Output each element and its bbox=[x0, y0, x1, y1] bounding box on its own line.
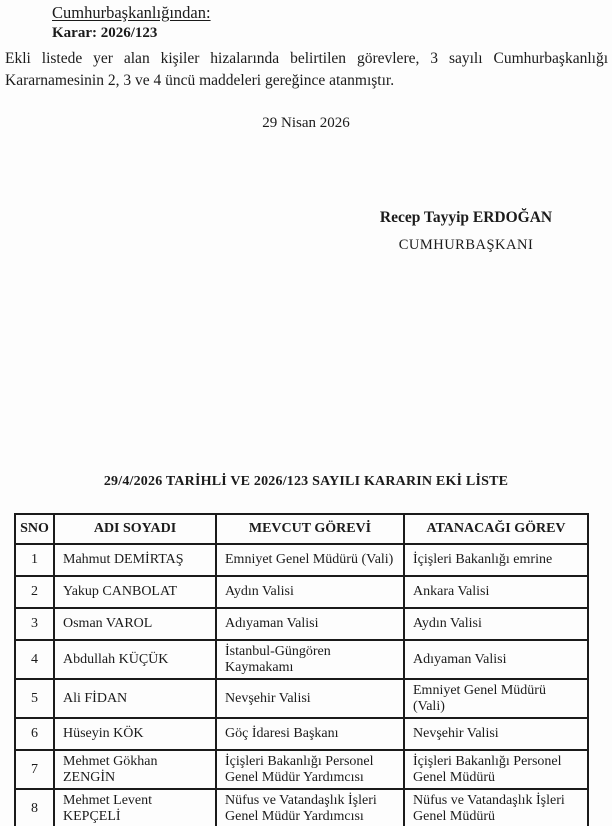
table-cell: Mehmet Gökhan ZENGİN bbox=[54, 750, 216, 789]
table-cell: İçişleri Bakanlığı Personel Genel Müdür Yardımcısı bbox=[216, 750, 404, 789]
table-cell: 7 bbox=[15, 750, 54, 789]
table-cell: 3 bbox=[15, 608, 54, 640]
signature-name: Recep Tayyip ERDOĞAN bbox=[379, 209, 553, 226]
decree-body bbox=[5, 48, 608, 91]
table-row bbox=[15, 750, 588, 789]
table-cell: Adıyaman Valisi bbox=[216, 608, 404, 640]
decree-body-line: Kararnamesinin 2, 3 ve 4 üncü maddeleri gereğince atanmıştır. bbox=[5, 71, 395, 89]
table-cell: Aydın Valisi bbox=[216, 576, 404, 608]
table-cell: Hüseyin KÖK bbox=[54, 718, 216, 750]
table-cell: Ankara Valisi bbox=[404, 576, 588, 608]
table-row bbox=[15, 544, 588, 576]
table-row bbox=[15, 679, 588, 718]
table-cell: 2 bbox=[15, 576, 54, 608]
table-cell: Nevşehir Valisi bbox=[404, 718, 588, 750]
table-cell: 4 bbox=[15, 640, 54, 679]
table-row bbox=[15, 718, 588, 750]
decree-date: 29 Nisan 2026 bbox=[262, 115, 350, 131]
table-cell: Göç İdaresi Başkanı bbox=[216, 718, 404, 750]
table-cell: Nevşehir Valisi bbox=[216, 679, 404, 718]
column-header: ATANACAĞI GÖREV bbox=[404, 514, 588, 544]
decree-body-line: Ekli listede yer alan kişiler hizalarında belirtilen görevlere, 3 sayılı Cumhurbaşkanlığı bbox=[5, 50, 608, 67]
table-cell: Emniyet Genel Müdürü (Vali) bbox=[216, 544, 404, 576]
column-header: MEVCUT GÖREVİ bbox=[216, 514, 404, 544]
table-cell: 8 bbox=[15, 789, 54, 826]
annex-list-title: 29/4/2026 TARİHLİ VE 2026/123 SAYILI KARARIN EKİ LİSTE bbox=[103, 474, 509, 489]
table-cell: Aydın Valisi bbox=[404, 608, 588, 640]
table-row bbox=[15, 640, 588, 679]
table-row bbox=[15, 608, 588, 640]
table-cell: Mehmet Levent KEPÇELİ bbox=[54, 789, 216, 826]
signature-block bbox=[328, 209, 604, 254]
table-cell: Emniyet Genel Müdürü (Vali) bbox=[404, 679, 588, 718]
table-cell: İçişleri Bakanlığı emrine bbox=[404, 544, 588, 576]
table-cell: İçişleri Bakanlığı Personel Genel Müdürü bbox=[404, 750, 588, 789]
decision-number: Karar: 2026/123 bbox=[52, 25, 158, 41]
table-header-row bbox=[15, 514, 588, 544]
table-cell: Yakup CANBOLAT bbox=[54, 576, 216, 608]
table-cell: Ali FİDAN bbox=[54, 679, 216, 718]
annex-table-body bbox=[15, 544, 588, 826]
annex-table bbox=[14, 513, 589, 826]
table-cell: Nüfus ve Vatandaşlık İşleri Genel Müdür Yardımcısı bbox=[216, 789, 404, 826]
table-cell: Adıyaman Valisi bbox=[404, 640, 588, 679]
issuer-heading: Cumhurbaşkanlığından: bbox=[52, 3, 211, 22]
table-cell: Abdullah KÜÇÜK bbox=[54, 640, 216, 679]
table-cell: 5 bbox=[15, 679, 54, 718]
column-header: ADI SOYADI bbox=[54, 514, 216, 544]
table-row bbox=[15, 576, 588, 608]
table-cell: Nüfus ve Vatandaşlık İşleri Genel Müdürü bbox=[404, 789, 588, 826]
table-row bbox=[15, 789, 588, 826]
signature-title: CUMHURBAŞKANI bbox=[398, 237, 534, 253]
table-cell: 1 bbox=[15, 544, 54, 576]
table-cell: Mahmut DEMİRTAŞ bbox=[54, 544, 216, 576]
table-cell: 6 bbox=[15, 718, 54, 750]
table-cell: Osman VAROL bbox=[54, 608, 216, 640]
column-header: SNO bbox=[15, 514, 54, 544]
table-cell: İstanbul-Güngören Kaymakamı bbox=[216, 640, 404, 679]
